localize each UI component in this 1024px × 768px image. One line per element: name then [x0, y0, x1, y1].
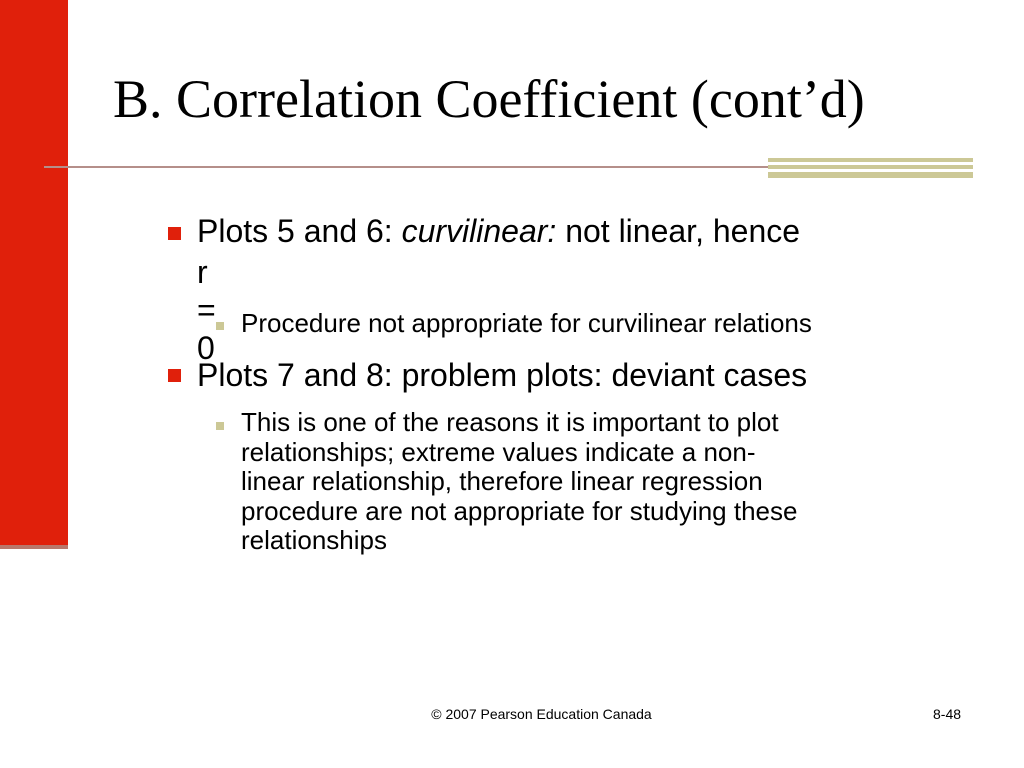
bullet-marker: [168, 369, 181, 382]
footer-page-number: 8-48: [933, 706, 962, 722]
sub-bullet-marker: [216, 422, 224, 430]
sub-bullet-2-line: This is one of the reasons it is important to plot: [241, 407, 779, 437]
bullet-item-2: Plots 7 and 8: problem plots: deviant cases: [197, 357, 808, 393]
bullet-1-emphasis: curvilinear:: [401, 213, 557, 249]
footer-copyright: © 2007 Pearson Education Canada: [431, 706, 652, 722]
title-divider: [44, 166, 768, 168]
title-accent-stripes: [768, 158, 973, 178]
sub-bullet-2-line: relationships: [241, 525, 387, 555]
bullet-1-prefix: Plots 5 and 6:: [197, 213, 402, 249]
left-accent-bar: [0, 0, 68, 545]
slide-title: B. Correlation Coefficient (cont’d): [113, 69, 865, 129]
sub-bullet-2-line: linear relationship, therefore linear regression: [241, 466, 763, 496]
bullet-item-1: [197, 212, 800, 250]
sub-bullet-marker: [216, 322, 224, 330]
bullet-marker: [168, 227, 181, 240]
left-accent-bar-shadow: [0, 545, 68, 549]
sub-bullet-2-line: relationships; extreme values indicate a non-: [241, 436, 756, 467]
sub-bullet-1: Procedure not appropriate for curvilinear relations: [241, 308, 812, 338]
bullet-1-suffix: not linear, hence: [556, 213, 801, 249]
sub-bullet-2-line: procedure are not appropriate for studying these: [241, 495, 798, 526]
bullet-1-continuation: r = 0: [197, 254, 216, 366]
sub-bullet-2: [241, 408, 797, 556]
